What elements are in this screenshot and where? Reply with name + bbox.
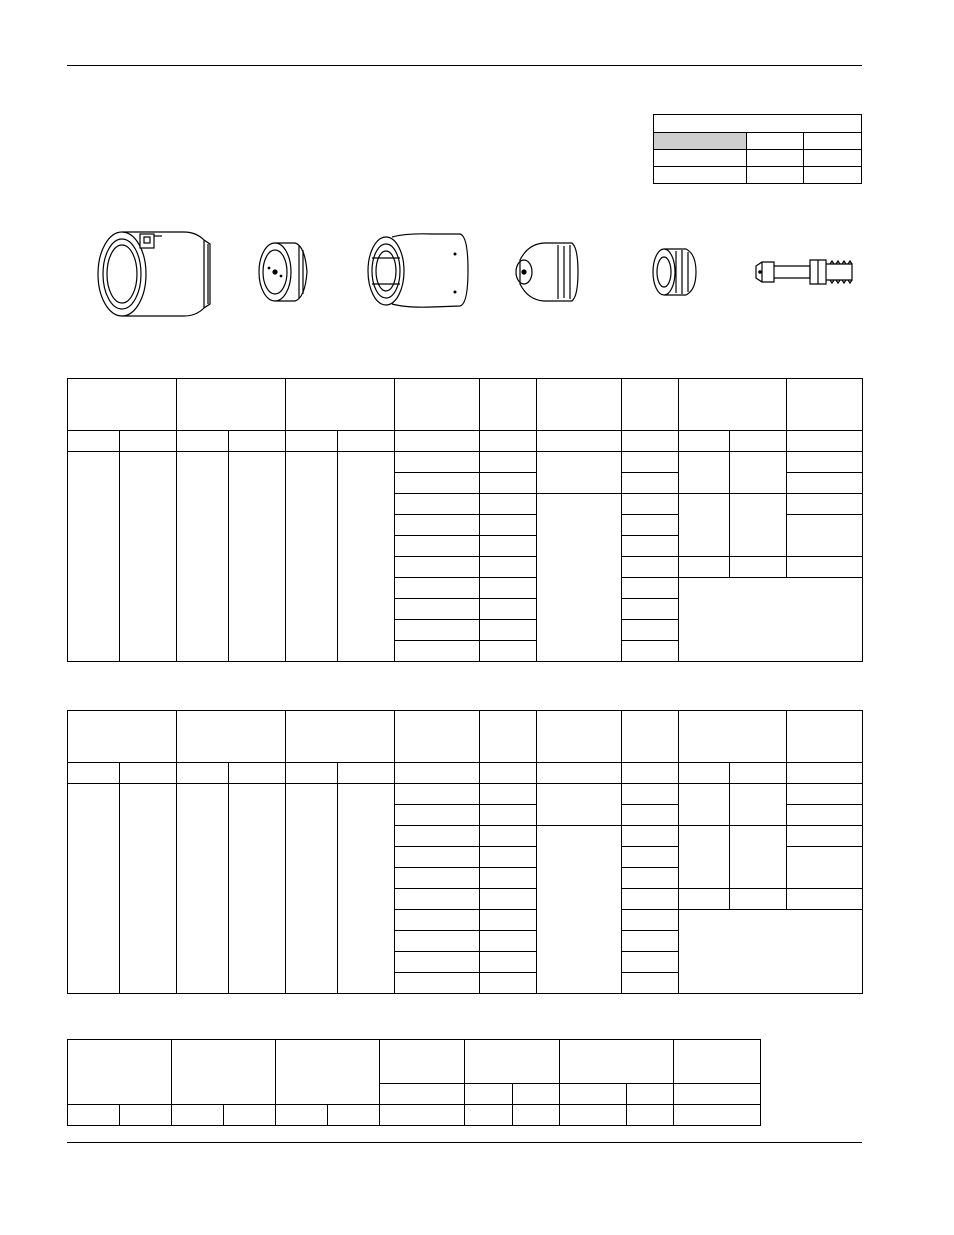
table-cell [338,431,395,452]
table-cell [654,133,747,150]
table-cell [560,1105,627,1126]
header-cell [286,379,395,431]
table-cell [286,784,338,994]
table-cell [480,931,537,952]
table-cell [480,557,537,578]
table-cell [513,1084,560,1105]
table-cell [380,1105,465,1126]
table-cell [730,784,787,826]
table-cell [622,847,679,868]
table-cell [787,431,863,452]
table-cell [480,536,537,557]
small-table [653,114,862,184]
table-cell [395,973,480,994]
header-cell [395,711,480,763]
table-cell [480,620,537,641]
table-cell [177,763,229,784]
table-cell [622,515,679,536]
table-cell [622,973,679,994]
table-cell [787,452,863,473]
table-cell [229,784,286,994]
table-cell [395,620,480,641]
table-row [654,150,862,167]
table-cell [787,826,863,847]
header-cell [560,1040,674,1084]
table-cell [787,557,863,578]
header-cell [622,711,679,763]
electrode-part-icon [752,256,856,288]
table-cell [276,1105,328,1126]
table-cell [804,167,862,184]
header-cell [177,379,286,431]
table-cell [787,805,863,826]
header-cell [679,379,787,431]
table-cell [537,763,622,784]
table-cell [338,763,395,784]
table-cell [395,641,480,662]
process-table-3 [67,1039,761,1126]
table-cell [730,763,787,784]
table-cell [627,1084,674,1105]
table-header-row [68,711,863,763]
table-cell [480,494,537,515]
table-cell [747,150,804,167]
table-cell [804,150,862,167]
table-cell [68,452,120,662]
table-cell [679,431,730,452]
table-row [68,1105,761,1126]
table-cell [480,805,537,826]
table-header-row [68,379,863,431]
table-cell [679,763,730,784]
table-cell [622,641,679,662]
table-cell [395,473,480,494]
table-cell [622,578,679,599]
table-cell [68,763,120,784]
table-cell [513,1105,560,1126]
table-cell [480,515,537,536]
table-cell [537,494,622,662]
table-cell [68,431,120,452]
table-cell [120,1105,172,1126]
table-cell [787,763,863,784]
table-cell [622,557,679,578]
table-cell [328,1105,380,1126]
table-row [654,167,862,184]
table-cell [395,763,480,784]
table-cell [622,536,679,557]
table-cell [679,826,730,889]
table-cell [787,889,863,910]
table-cell [395,578,480,599]
table-cell [395,931,480,952]
table-header-row [68,1040,761,1084]
table-cell [537,826,622,994]
table-cell [622,620,679,641]
header-cell [787,379,863,431]
table-cell [622,494,679,515]
table-cell [622,599,679,620]
table-cell [395,868,480,889]
table-cell [395,910,480,931]
header-cell [537,711,622,763]
table-cell [229,763,286,784]
table-cell [395,805,480,826]
table-cell [622,931,679,952]
table-cell [395,889,480,910]
table-cell [654,150,747,167]
table-cell [679,784,730,826]
header-cell [537,379,622,431]
header-cell [787,711,863,763]
table-cell [68,1105,120,1126]
table-cell [480,952,537,973]
table-cell [730,557,787,578]
table-cell [395,847,480,868]
table-cell [465,1084,513,1105]
table-cell [537,431,622,452]
table-cell [654,115,862,133]
table-cell [674,1105,761,1126]
table-cell [654,167,747,184]
table-cell [730,826,787,889]
table-cell [480,784,537,805]
top-rule [67,65,862,66]
table-cell [229,431,286,452]
retaining-cap-part-icon [362,232,472,310]
table-cell [622,452,679,473]
table-cell [622,473,679,494]
table-cell [622,805,679,826]
table-cell [395,784,480,805]
table-cell [622,868,679,889]
table-subheader-row [68,763,863,784]
table-cell [177,452,229,662]
table-cell [177,784,229,994]
header-cell [172,1040,276,1105]
table-cell [480,889,537,910]
table-cell [622,784,679,805]
table-cell [68,784,120,994]
header-cell [68,1040,172,1105]
table-cell [395,599,480,620]
table-cell [120,784,177,994]
table-cell [480,826,537,847]
table-cell [395,494,480,515]
table-cell [480,452,537,473]
table-cell [395,431,480,452]
header-cell [622,379,679,431]
table-cell [679,889,730,910]
header-cell [465,1040,560,1084]
consumable-parts-illustrations [80,220,860,330]
table-row [68,452,863,473]
table-cell [730,889,787,910]
table-cell [787,515,863,557]
table-cell [679,578,863,662]
table-cell [480,641,537,662]
table-cell [395,536,480,557]
table-cell [286,452,338,662]
header-cell [276,1040,380,1105]
table-cell [537,452,622,494]
table-row [654,133,862,150]
table-cell [120,431,177,452]
header-cell [177,711,286,763]
table-cell [747,167,804,184]
table-cell [338,452,395,662]
header-cell [480,711,537,763]
table-cell [286,763,338,784]
header-cell [380,1040,465,1084]
process-table-2 [67,710,863,994]
process-table-1 [67,378,863,662]
table-cell [480,599,537,620]
table-cell [674,1084,761,1105]
table-cell [787,784,863,805]
header-cell [395,379,480,431]
shield-cap-part-icon [255,240,315,304]
header-cell [68,711,177,763]
table-subheader-row [68,431,863,452]
header-cell [674,1040,761,1084]
table-cell [787,473,863,494]
table-cell [480,431,537,452]
table-cell [537,784,622,826]
nozzle-part-icon [510,240,580,304]
table-cell [730,452,787,494]
table-cell [627,1105,674,1126]
table-cell [338,784,395,994]
table-cell [224,1105,276,1126]
table-row [654,115,862,133]
table-cell [380,1084,465,1105]
table-cell [465,1105,513,1126]
table-cell [480,763,537,784]
table-cell [622,431,679,452]
table-cell [679,452,730,494]
bottom-rule [67,1142,862,1143]
header-cell [68,379,177,431]
table-cell [679,557,730,578]
shield-part-icon [92,228,222,320]
swirl-ring-part-icon [650,246,700,298]
table-cell [395,515,480,536]
table-cell [787,847,863,889]
header-cell [480,379,537,431]
table-cell [120,452,177,662]
table-row [68,784,863,805]
table-cell [395,952,480,973]
table-cell [622,763,679,784]
table-cell [480,473,537,494]
header-cell [286,711,395,763]
table-cell [480,868,537,889]
table-cell [804,133,862,150]
table-cell [622,826,679,847]
table-cell [480,973,537,994]
table-cell [747,133,804,150]
table-cell [172,1105,224,1126]
table-cell [395,452,480,473]
table-cell [229,452,286,662]
table-cell [787,494,863,515]
table-cell [395,826,480,847]
header-cell [679,711,787,763]
table-cell [679,910,863,994]
table-cell [622,910,679,931]
table-cell [679,494,730,557]
table-cell [286,431,338,452]
table-cell [480,847,537,868]
table-cell [622,952,679,973]
table-cell [480,910,537,931]
table-cell [730,431,787,452]
table-cell [480,578,537,599]
table-cell [730,494,787,557]
table-cell [622,889,679,910]
table-cell [177,431,229,452]
table-cell [120,763,177,784]
table-cell [395,557,480,578]
table-cell [560,1084,627,1105]
